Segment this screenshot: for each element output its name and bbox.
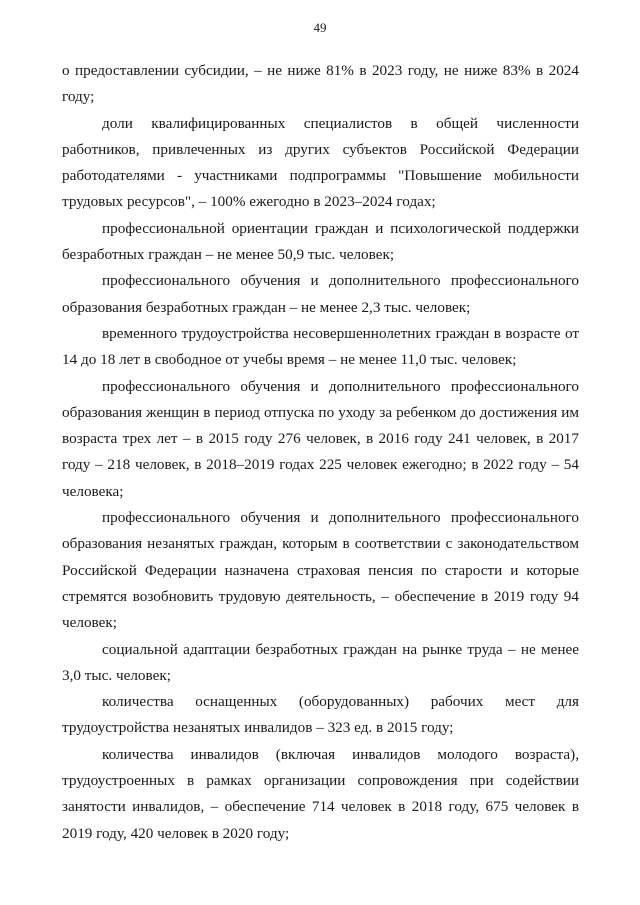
paragraph: профессионального обучения и дополнительного профессионального образования незанятых граждан, которым в соответствии с законодательством Российской Федерации назначена страховая пенсия по старости и которые стремятся возобновить трудовую деятельность, – обеспечение в 2019 году 94 человек;	[62, 509, 579, 632]
paragraph: количества инвалидов (включая инвалидов молодого возраста), трудоустроенных в рамках организации сопровождения при содействии занятости инвалидов, – обеспечение 714 человек в 2018 году, 675 человек в 2019 году, 420 человек в 2020 году;	[62, 745, 579, 842]
paragraph: доли квалифицированных специалистов в общей численности работников, привлеченных из других субъектов Российской Федерации работодателями - участниками подпрограммы "Повышение мобильности трудовых ресурсов", – 100% ежегодно в 2023–2024 годах;	[62, 114, 579, 211]
paragraph: временного трудоустройства несовершеннолетних граждан в возрасте от 14 до 18 лет в свободное от учебы время – не менее 11,0 тыс. человек;	[62, 324, 579, 369]
paragraph: профессионального обучения и дополнительного профессионального образования женщин в период отпуска по уходу за ребенком до достижения им возраста трех лет – в 2015 году 276 человек, в 2016 году 241 человек, в 2017 году – 218 человек, в 2018–2019 годах 225 человек ежегодно; в 2022 году – 54 человека;	[62, 377, 579, 500]
paragraph: профессионального обучения и дополнительного профессионального образования безработных граждан – не менее 2,3 тыс. человек;	[62, 272, 579, 316]
paragraph: профессиональной ориентации граждан и психологической поддержки безработных граждан – не менее 50,9 тыс. человек;	[62, 219, 579, 264]
paragraph: социальной адаптации безработных граждан на рынке труда – не менее 3,0 тыс. человек;	[62, 640, 579, 684]
page-number: 49	[313, 20, 327, 35]
paragraph-continuation: о предоставлении субсидии, – не ниже 81% в 2023 году, не ниже 83% в 2024 году;	[62, 62, 579, 106]
document-body	[62, 58, 579, 847]
paragraph: количества оснащенных (оборудованных) рабочих мест для трудоустройства незанятых инвалидов – 323 ед. в 2015 году;	[62, 693, 579, 737]
